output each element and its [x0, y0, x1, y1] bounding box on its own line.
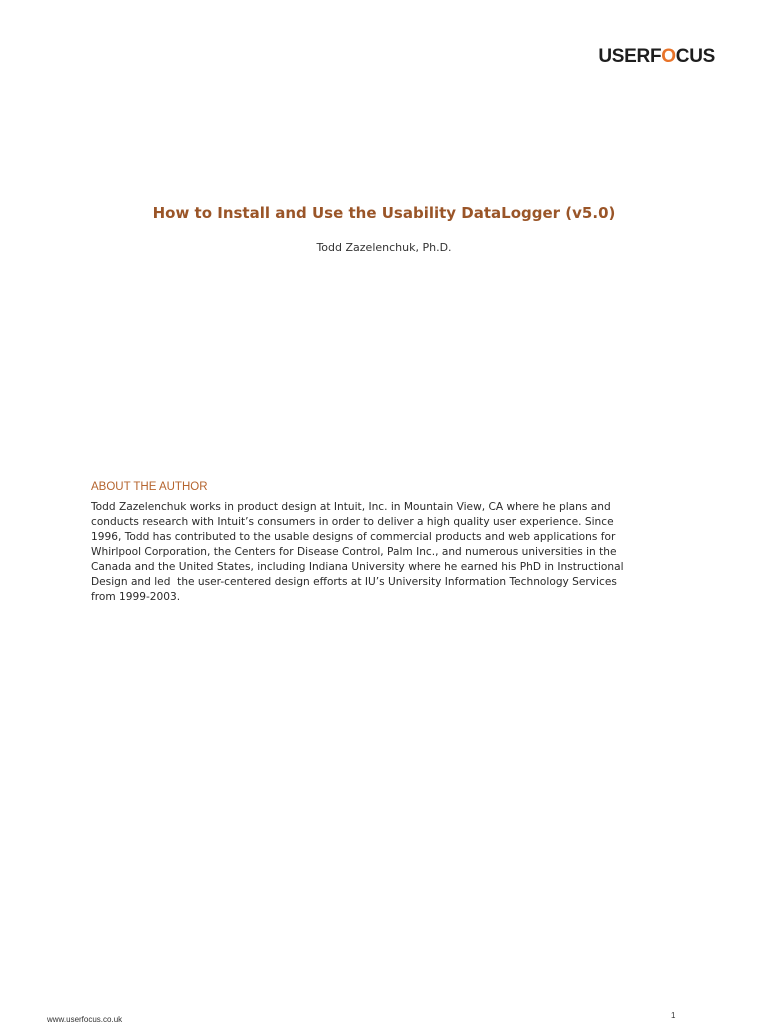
userfocus-logo — [598, 46, 715, 68]
about-author-body — [91, 500, 624, 605]
logo-text-start: USERF — [598, 46, 662, 67]
document-title: How to Install and Use the Usability DataLogger (v5.0) — [152, 204, 616, 222]
about-line: Whirlpool Corporation, the Centers for Disease Control, Palm Inc., and numerous universities in the — [91, 546, 617, 558]
about-line: Design and led the user-centered design efforts at IU’s University Information Technology Services — [91, 576, 617, 588]
footer-website-url: www.userfocus.co.uk — [47, 1015, 123, 1024]
logo-text-accent: O — [661, 46, 676, 67]
logo-text-end: CUS — [675, 46, 715, 67]
about-line: from 1999-2003. — [91, 591, 181, 603]
document-author: Todd Zazelenchuk, Ph.D. — [316, 241, 452, 254]
page-number: 1 — [671, 1011, 676, 1020]
about-line: Canada and the United States, including Indiana University where he earned his PhD in Instructional — [91, 561, 624, 573]
about-line: Todd Zazelenchuk works in product design at Intuit, Inc. in Mountain View, CA where he plans and — [91, 501, 611, 513]
about-line: conducts research with Intuit’s consumers in order to deliver a high quality user experience. Since — [91, 516, 614, 528]
about-line: 1996, Todd has contributed to the usable designs of commercial products and web applications for — [91, 531, 616, 543]
about-author-heading: ABOUT THE AUTHOR — [91, 481, 208, 493]
